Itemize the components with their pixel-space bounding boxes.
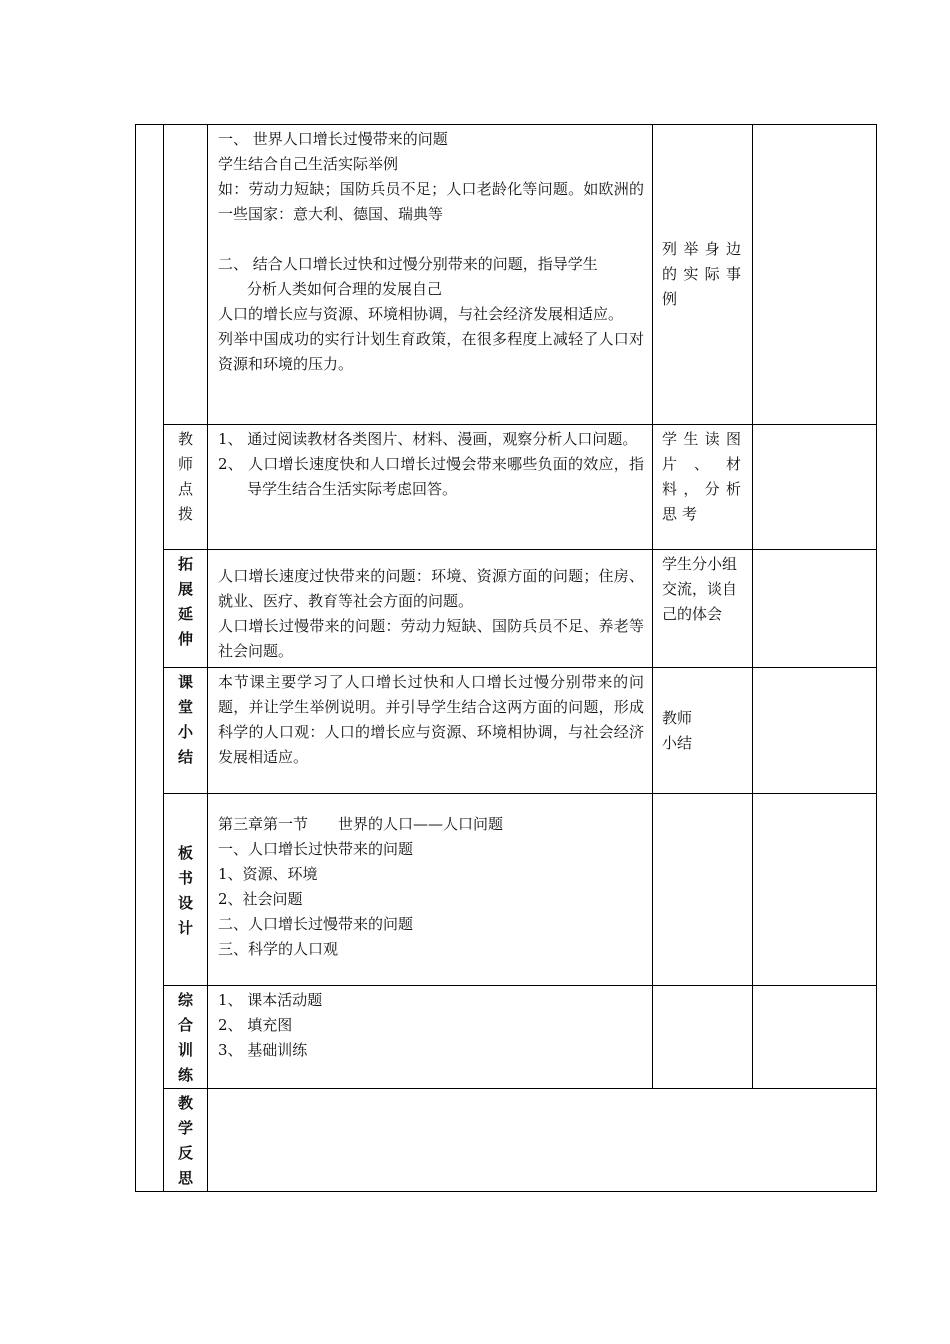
row-header: 教师点拨 bbox=[164, 425, 208, 550]
row-header: 板书设计 bbox=[164, 794, 208, 986]
list-item: 2、 人口增长速度快和人口增长过慢会带来哪些负面的效应，指导学生结合生活实际考虑回答。 bbox=[218, 455, 644, 498]
row-teacher-guidance-activity: 学生读图片、材料，分析思考 bbox=[653, 425, 753, 550]
row-board-design-content bbox=[208, 794, 653, 986]
row-teacher-guidance-notes bbox=[753, 425, 877, 550]
row-extension-content bbox=[208, 550, 653, 668]
row-reflection-content bbox=[208, 1089, 877, 1192]
row-header: 综合训练 bbox=[164, 986, 208, 1089]
row-teacher-guidance bbox=[136, 425, 877, 550]
text-line: 分析人类如何合理的发展自己 bbox=[247, 280, 443, 298]
row-training-activity bbox=[653, 986, 753, 1089]
row-board-design-notes bbox=[753, 794, 877, 986]
text-line: 人口增长速度过快带来的问题：环境、资源方面的问题；住房、就业、医疗、教育等社会方面的问题。 bbox=[218, 567, 644, 610]
text-line: 一、人口增长过快带来的问题 bbox=[218, 840, 414, 858]
row-extension-activity: 学生分小组交流，谈自己的体会 bbox=[653, 550, 753, 668]
row-problems bbox=[136, 125, 877, 425]
row-training-notes bbox=[753, 986, 877, 1089]
text-line: 1、资源、环境 bbox=[218, 865, 318, 883]
margin-column bbox=[136, 125, 164, 1192]
board-title: 第三章第一节 世界的人口——人口问题 bbox=[218, 815, 504, 833]
row-board-design-activity bbox=[653, 794, 753, 986]
row-teacher-guidance-content bbox=[208, 425, 653, 550]
text-line: 如：劳动力短缺；国防兵员不足；人口老龄化等问题。如欧洲的一些国家：意大利、德国、瑞典等 bbox=[218, 180, 644, 223]
row-extension bbox=[136, 550, 877, 668]
row-header: 拓展延伸 bbox=[164, 550, 208, 668]
lesson-plan-table bbox=[135, 124, 877, 1192]
text-line: 二、人口增长过慢带来的问题 bbox=[218, 915, 414, 933]
row-summary bbox=[136, 668, 877, 794]
list-item: 3、 基础训练 bbox=[218, 1041, 308, 1059]
text-line: 人口增长过慢带来的问题：劳动力短缺、国防兵员不足、养老等社会问题。 bbox=[218, 617, 644, 660]
text-line: 本节课主要学习了人口增长过快和人口增长过慢分别带来的问题，并让学生举例说明。并引导学生结合这两方面的问题，形成科学的人口观：人口的增长应与资源、环境相协调，与社会经济发展相适应。 bbox=[218, 673, 644, 766]
row-training bbox=[136, 986, 877, 1089]
list-item: 2、 填充图 bbox=[218, 1016, 293, 1034]
row-problems-notes bbox=[753, 125, 877, 425]
text-line: 学生结合自己生活实际举例 bbox=[218, 155, 399, 173]
row-reflection bbox=[136, 1089, 877, 1192]
list-item: 1、 课本活动题 bbox=[218, 991, 323, 1009]
section-heading: 二、 结合人口增长过快和过慢分别带来的问题，指导学生 bbox=[218, 255, 598, 273]
row-problems-content bbox=[208, 125, 653, 425]
row-summary-notes bbox=[753, 668, 877, 794]
row-summary-content bbox=[208, 668, 653, 794]
row-training-content bbox=[208, 986, 653, 1089]
lesson-plan-sheet bbox=[135, 124, 877, 1192]
text-line: 三、科学的人口观 bbox=[218, 940, 339, 958]
row-board-design bbox=[136, 794, 877, 986]
text-line: 2、社会问题 bbox=[218, 890, 303, 908]
list-item: 1、 通过阅读教材各类图片、材料、漫画，观察分析人口问题。 bbox=[218, 430, 638, 448]
row-extension-notes bbox=[753, 550, 877, 668]
row-header-empty bbox=[164, 125, 208, 425]
row-header: 课堂小结 bbox=[164, 668, 208, 794]
text-line: 列举中国成功的实行计划生育政策，在很多程度上减轻了人口对资源和环境的压力。 bbox=[218, 330, 644, 373]
text-line: 人口的增长应与资源、环境相协调，与社会经济发展相适应。 bbox=[218, 305, 624, 323]
row-summary-activity: 教师小结 bbox=[653, 668, 753, 794]
section-heading: 一、 世界人口增长过慢带来的问题 bbox=[218, 130, 448, 148]
row-problems-activity: 列举身边的实际事例 bbox=[653, 125, 753, 425]
row-header: 教学反思 bbox=[164, 1089, 208, 1192]
